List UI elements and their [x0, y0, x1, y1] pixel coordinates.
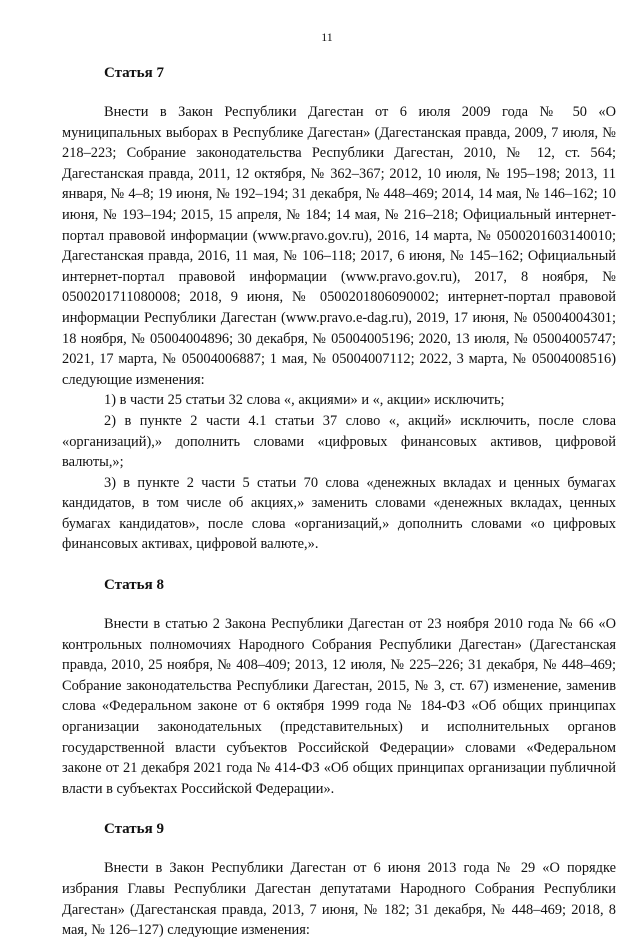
article-paragraph: Внести в Закон Республики Дагестан от 6 июня 2013 года № 29 «О порядке избрания Главы Республики Дагестан депутатами Народного Собрания Республики Дагестан» (Дагестанская правда, 2013, 7 июня, № 182; 31 декабря, № 448–469; 2018, 8 мая, № 126–127) следующие изменения: — [62, 860, 616, 939]
article-paragraph: 3) в пункте 2 части 5 статьи 70 слова «денежных вкладах и ценных бумагах кандидатов, в том числе об акциях,» заменить словами «денежных вкладах, ценных бумагах кандидатов», после слова «организаций,» дополнить словами «о цифровых финансовых активах, цифровой валюте,». — [62, 474, 616, 553]
article-heading: Статья 8 — [104, 577, 164, 594]
article-paragraph: Внести в статью 2 Закона Республики Дагестан от 23 ноября 2010 года № 66 «О контрольных полномочиях Народного Собрания Республики Дагестан» (Дагестанская правда, 2010, 25 ноября, № 408–409; 2013, 12 июля, № 225–226; 31 декабря, № 448–469; Собрание законодательства Республики Дагестан, 2015, № 3, ст. 67) изменение, заменив слова «Федеральном законе от 6 октября 1999 года № 184-ФЗ «Об общих принципах организации законодательных (представительных) и исполнительных органов государственной власти субъектов Российской Федерации» словами «Федеральном законе от 21 декабря 2021 года № 414-ФЗ «Об общих принципах организации публичной власти в субъектах Российской Федерации». — [62, 616, 616, 797]
article-heading: Статья 7 — [104, 65, 164, 81]
article-paragraph: Внести в Закон Республики Дагестан от 6 июля 2009 года № 50 «О муниципальных выборах в Республике Дагестан» (Дагестанская правда, 2009, 7 июля, № 218–223; Собрание законодательства Республики Дагестан, 2010, № 12, ст. 564; Дагестанская правда, 2011, 12 октября, № 362–367; 2012, 10 июля, № 195–198; 2013, 11 января, № 4–8; 19 июня, № 192–194; 31 декабря, № 448–469; 2014, 14 мая, № 146–162; 10 июня, № 193–194; 2015, 15 апреля, № 184; 14 мая, № 216–218; Официальный интернет-портал правовой информации (www.pravo.gov.ru), 2016, 14 марта, № 0500201603140010; Дагестанская правда, 2016, 11 мая, № 106–118; 2017, 6 июня, № 145–162; Официальный интернет-портал правовой информации (www.pravo.gov.ru), 2017, 8 ноября, № 0500201711080008; 2018, 9 июня, № 0500201806090002; интернет-портал правовой информации Республики Дагестан (www.pravo.e-dag.ru), 2019, 17 июня, № 05004004301; 18 ноября, № 05004004896; 30 декабря, № 05004005196; 2020, 13 июля, № 05004005747; 2021, 17 марта, № 05004006887; 1 мая, № 05004007112; 2022, 3 марта, № 05004008516) следующие изменения: — [62, 104, 616, 388]
article-8 — [62, 577, 616, 799]
article-paragraph: 2) в пункте 2 части 4.1 статьи 37 слово «, акций» исключить, после слова «организаций),» дополнить словами «цифровых финансовых активов, цифровой валюты,»; — [62, 412, 616, 471]
article-heading: Статья 9 — [104, 821, 164, 838]
page-number: 11 — [321, 30, 333, 44]
article-paragraph: 1) в части 25 статьи 32 слова «, акциями» и «, акции» исключить; — [104, 392, 505, 409]
article-9 — [62, 821, 616, 940]
article-7 — [62, 65, 616, 555]
